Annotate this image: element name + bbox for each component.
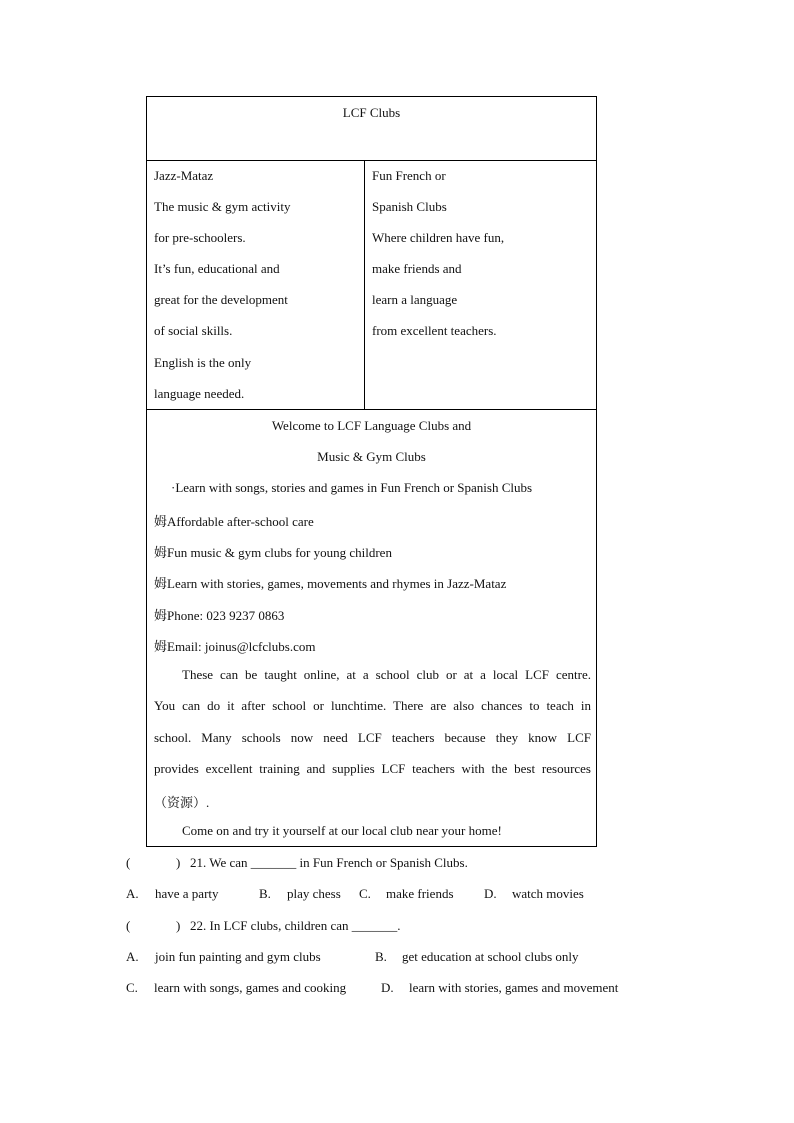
right-line: make friends and — [372, 261, 462, 276]
left-line: English is the only — [154, 355, 252, 370]
option-letter: B. — [259, 886, 271, 901]
welcome-heading-line: Welcome to LCF Language Clubs and — [271, 418, 472, 433]
option-letter: A. — [126, 949, 139, 964]
bullet-item: 姆Phone: 023 9237 0863 — [154, 608, 285, 623]
ad-title: LCF Clubs — [342, 105, 401, 120]
bullet-item: ·Learn with songs, stories and games in Fun French or Spanish Clubs — [171, 480, 533, 495]
closing-line: Come on and try it yourself at our local club near your home! — [182, 823, 502, 838]
question-21-stem: 21. We can _______ in Fun French or Spanish Clubs. — [190, 855, 468, 870]
ad-table — [146, 96, 597, 847]
option-text: watch movies — [512, 886, 584, 901]
paragraph-line: These can be taught online, at a school club or at a local LCF centre. — [182, 667, 591, 682]
left-line: of social skills. — [154, 323, 233, 338]
option-text: join fun painting and gym clubs — [155, 949, 321, 964]
paragraph-line: school. Many schools now need LCF teachers because they know LCF — [154, 730, 591, 745]
option-text: learn with songs, games and cooking — [154, 980, 347, 995]
paragraph-line: （资源）. — [154, 795, 210, 810]
left-line: Jazz-Mataz — [154, 168, 214, 183]
option-letter: B. — [375, 949, 387, 964]
jazz-mataz-cell — [147, 160, 365, 410]
bullet-item: 姆Learn with stories, games, movements and rhymes in Jazz-Mataz — [154, 576, 507, 591]
left-line: for pre-schoolers. — [154, 230, 246, 245]
option-text: learn with stories, games and movement — [409, 980, 619, 995]
right-line: Spanish Clubs — [372, 199, 447, 214]
fun-french-cell — [365, 160, 596, 410]
left-line: language needed. — [154, 386, 245, 401]
left-line: It’s fun, educational and — [154, 261, 280, 276]
right-line: Fun French or — [372, 168, 446, 183]
left-line: great for the development — [154, 292, 288, 307]
option-letter: C. — [126, 980, 138, 995]
bullet-item: 姆Email: joinus@lcfclubs.com — [154, 639, 316, 654]
question-22-stem: 22. In LCF clubs, children can _______. — [190, 918, 401, 933]
answer-paren-open: ( — [126, 855, 131, 870]
title-cell — [147, 97, 596, 161]
answer-paren-open: ( — [126, 918, 131, 933]
option-letter: C. — [359, 886, 371, 901]
option-letter: D. — [381, 980, 394, 995]
option-text: make friends — [386, 886, 454, 901]
option-text: play chess — [287, 886, 341, 901]
right-line: Where children have fun, — [372, 230, 505, 245]
bullet-item: 姆Fun music & gym clubs for young children — [154, 545, 392, 560]
paragraph-line: You can do it after school or lunchtime. There are also chances to teach in — [154, 698, 591, 713]
right-line: from excellent teachers. — [372, 323, 497, 338]
left-line: The music & gym activity — [154, 199, 291, 214]
answer-paren-close: ) — [176, 918, 181, 933]
option-letter: A. — [126, 886, 139, 901]
answer-paren-close: ) — [176, 855, 181, 870]
welcome-cell — [147, 410, 596, 846]
option-letter: D. — [484, 886, 497, 901]
paragraph-line: provides excellent training and supplies LCF teachers with the best resources — [154, 761, 591, 776]
option-text: have a party — [155, 886, 219, 901]
bullet-item: 姆Affordable after-school care — [154, 514, 314, 529]
option-text: get education at school clubs only — [402, 949, 579, 964]
right-line: learn a language — [372, 292, 458, 307]
welcome-heading-line: Music & Gym Clubs — [317, 449, 426, 464]
